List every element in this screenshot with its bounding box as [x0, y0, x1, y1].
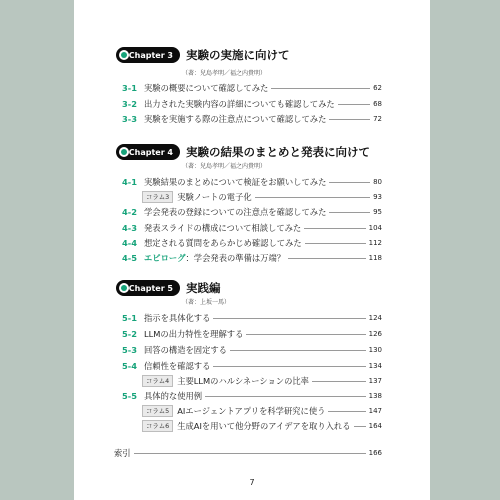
entry-page: 80 [373, 178, 382, 186]
entry-number: 5-3 [122, 345, 137, 355]
chapter-title: 実践編 [186, 281, 221, 295]
dot-leader [134, 453, 366, 454]
entry-title: 実験ノートの電子化 [177, 192, 252, 202]
entry-title: 実験を実施する際の注意点について確認してみた [144, 114, 327, 124]
entry-page: 68 [373, 100, 382, 108]
toc-page [74, 0, 430, 500]
column-tag: コラム3 [142, 191, 173, 203]
toc-entry[interactable] [122, 312, 382, 324]
chapter-authors: （著：兒島孝明／福之内貴明） [182, 163, 267, 170]
entry-page: 126 [368, 330, 382, 338]
dot-leader [288, 258, 366, 259]
page-number: 7 [249, 478, 255, 487]
toc-entry[interactable] [122, 176, 382, 188]
dot-leader [328, 411, 365, 412]
entry-title: AIエージェントアプリを科学研究に使う [177, 406, 326, 416]
entry-page: 130 [368, 346, 382, 354]
toc-index-entry[interactable] [114, 447, 382, 459]
entry-page: 112 [368, 239, 382, 247]
entry-number: 4-3 [122, 223, 137, 233]
entry-page: 95 [373, 208, 382, 216]
dot-leader [329, 212, 370, 213]
chapter-authors: （著：上坂一馬） [182, 299, 231, 306]
entry-title: 想定される質問をあらかじめ確認してみた [144, 238, 302, 248]
entry-title: 実験結果のまとめについて検証をお願いしてみた [144, 177, 327, 187]
entry-title: 発表スライドの構成について相談してみた [144, 223, 302, 233]
column-tag: コラム6 [142, 420, 173, 432]
entry-title: 回答の構造を固定する [144, 345, 227, 355]
toc-entry[interactable] [122, 360, 382, 372]
toc-entry[interactable] [122, 252, 382, 264]
chapter-badge [116, 280, 180, 296]
dot-leader [230, 350, 366, 351]
dot-leader [338, 104, 370, 105]
dot-leader [312, 381, 366, 382]
bullet-dot-icon [119, 147, 129, 157]
bullet-dot-icon [119, 283, 129, 293]
entry-page: 134 [368, 362, 382, 370]
entry-title: LLMの出力特性を理解する [144, 329, 244, 339]
entry-title: 主要LLMのハルシネーションの比率 [177, 376, 309, 386]
entry-page: 72 [373, 115, 382, 123]
entry-title: 学会発表の登録についての注意点を確認してみた [144, 207, 327, 217]
entry-page: 93 [373, 193, 382, 201]
entry-number: 4-1 [122, 177, 137, 187]
entry-number: 4-2 [122, 207, 137, 217]
chapter-badge [116, 144, 180, 160]
entry-page: 138 [368, 392, 382, 400]
chapter-badge [116, 47, 180, 63]
toc-column-entry[interactable] [142, 375, 382, 387]
column-tag: コラム4 [142, 375, 173, 387]
toc-entry[interactable] [122, 222, 382, 234]
entry-title: 指示を具体化する [144, 313, 211, 323]
chapter-authors: （著：兒島孝明／福之内貴明） [182, 70, 267, 77]
toc-entry[interactable] [122, 344, 382, 356]
entry-title: 生成AIを用いて他分野のアイデアを取り入れる [177, 421, 351, 431]
toc-column-entry[interactable] [142, 420, 382, 432]
chapter-4-heading [116, 143, 370, 161]
dot-leader [354, 426, 366, 427]
chapter-title: 実験の結果のまとめと発表に向けて [186, 145, 370, 159]
entry-number: 5-5 [122, 391, 137, 401]
entry-title: 出力された実験内容の詳細についても確認してみた [144, 99, 335, 109]
entry-page: 147 [368, 407, 382, 415]
epilogue-label: エピローグ [144, 253, 186, 263]
entry-page: 104 [368, 224, 382, 232]
chapter-5-heading [116, 279, 221, 297]
dot-leader [213, 318, 365, 319]
toc-entry[interactable] [122, 98, 382, 110]
entry-number: 3-2 [122, 99, 137, 109]
entry-number: 5-4 [122, 361, 137, 371]
dot-leader [305, 243, 366, 244]
chapter-3-heading [116, 46, 290, 64]
entry-title: 実験の概要について確認してみた [144, 83, 269, 93]
toc-column-entry[interactable] [142, 405, 382, 417]
toc-entry[interactable] [122, 237, 382, 249]
entry-title: ：学会発表の準備は万端？ [185, 253, 286, 263]
chapter-title: 実験の実施に向けて [186, 48, 290, 62]
index-title: 索引 [114, 448, 131, 458]
toc-entry[interactable] [122, 328, 382, 340]
dot-leader [304, 228, 365, 229]
index-page: 166 [368, 449, 382, 457]
dot-leader [329, 119, 370, 120]
entry-number: 4-4 [122, 238, 137, 248]
entry-number: 4-5 [122, 253, 137, 263]
entry-page: 62 [373, 84, 382, 92]
toc-entry[interactable] [122, 206, 382, 218]
dot-leader [213, 366, 365, 367]
column-tag: コラム5 [142, 405, 173, 417]
entry-page: 124 [368, 314, 382, 322]
entry-page: 164 [368, 422, 382, 430]
chapter-badge-label: Chapter 5 [128, 283, 173, 293]
entry-number: 5-1 [122, 313, 137, 323]
entry-number: 3-1 [122, 83, 137, 93]
chapter-badge-label: Chapter 3 [128, 50, 173, 60]
entry-number: 3-3 [122, 114, 137, 124]
dot-leader [271, 88, 370, 89]
entry-number: 5-2 [122, 329, 137, 339]
toc-column-entry[interactable] [142, 191, 382, 203]
dot-leader [246, 334, 365, 335]
chapter-badge-label: Chapter 4 [128, 147, 173, 157]
dot-leader [205, 396, 366, 397]
entry-page: 137 [368, 377, 382, 385]
entry-title: 具体的な使用例 [144, 391, 203, 401]
toc-entry[interactable] [122, 113, 382, 125]
entry-page: 118 [368, 254, 382, 262]
dot-leader [255, 197, 370, 198]
toc-entry[interactable] [122, 390, 382, 402]
entry-title: 信頼性を確認する [144, 361, 211, 371]
toc-entry[interactable] [122, 82, 382, 94]
dot-leader [329, 182, 370, 183]
bullet-dot-icon [119, 50, 129, 60]
